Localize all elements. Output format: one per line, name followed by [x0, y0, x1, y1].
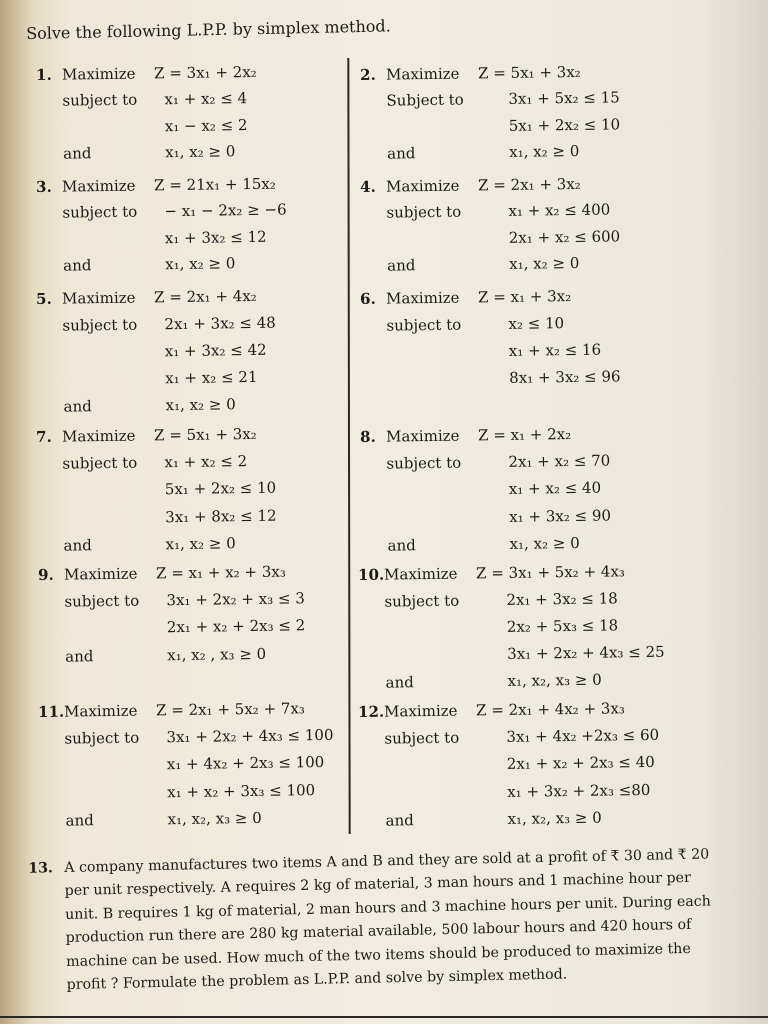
non-negativity: x₁, x₂ ≥ 0	[509, 142, 580, 162]
constraint: x₁ − x₂ ≤ 2	[164, 115, 248, 136]
maximize-label: Maximize	[61, 426, 136, 446]
non-negativity: x₁, x₂, x₃ ≥ 0	[167, 808, 262, 828]
maximize-label: Maximize	[385, 176, 460, 196]
constraint: x₂ ≤ 10	[508, 314, 565, 333]
non-negativity: x₁, x₂ ≥ 0	[509, 533, 580, 553]
and-label: and	[63, 256, 92, 275]
bottom-rule	[0, 1016, 768, 1018]
and-label: and	[385, 673, 414, 692]
problem-number: 5.	[35, 289, 52, 308]
constraint: 5x₁ + 2x₂ ≤ 10	[508, 115, 621, 135]
constraint: x₁ + x₂ ≤ 400	[508, 200, 611, 221]
problem-number: 10.	[357, 565, 385, 584]
constraint: x₁ + x₂ + 3x₃ ≤ 100	[167, 780, 316, 801]
constraint: 2x₁ + x₂ + 2x₃ ≤ 2	[166, 616, 306, 637]
subject-to-label: subject to	[384, 591, 460, 611]
maximize-label: Maximize	[385, 426, 460, 446]
non-negativity: x₁, x₂ ≥ 0	[165, 142, 236, 162]
non-negativity: x₁, x₂ , x₃ ≥ 0	[167, 644, 267, 664]
subject-to-label: subject to	[64, 728, 140, 748]
problem-4	[360, 176, 671, 286]
problem-8	[360, 426, 672, 566]
constraint: 2x₁ + 3x₂ ≤ 18	[506, 589, 618, 609]
non-negativity: x₁, x₂, x₃ ≥ 0	[507, 670, 602, 690]
maximize-label: Maximize	[61, 176, 136, 196]
page-heading: Solve the following L.P.P. by simplex method.	[26, 16, 391, 43]
constraint: x₁ + x₂ ≤ 4	[164, 89, 248, 109]
constraint: x₁ + 3x₂ + 2x₃ ≤80	[507, 780, 651, 801]
constraint: 3x₁ + 2x₂ + 4x₃ ≤ 100	[166, 726, 334, 747]
problem-7	[36, 426, 348, 566]
problem-number: 9.	[37, 565, 54, 584]
problem-number: 7.	[35, 427, 52, 446]
subject-to-label: subject to	[386, 315, 462, 335]
word-problem-number: 13.	[28, 860, 54, 877]
constraint: − x₁ − 2x₂ ≥ −6	[164, 200, 287, 221]
objective-function: Z = 2x₁ + 5x₂ + 7x₃	[155, 699, 305, 720]
objective-function: Z = x₁ + 2x₂	[477, 425, 572, 445]
subject-to-label: subject to	[386, 202, 462, 223]
objective-function: Z = 2x₁ + 4x₂ + 3x₃	[475, 699, 625, 720]
problem-10	[358, 564, 670, 703]
problem-number: 6.	[359, 289, 376, 308]
and-label: and	[65, 646, 94, 666]
problem-number: 2.	[359, 65, 376, 84]
problem-number: 3.	[35, 177, 52, 196]
constraint: 3x₁ + 4x₂ +2x₃ ≤ 60	[506, 725, 660, 747]
subject-to-label: subject to	[62, 453, 138, 473]
and-label: and	[63, 397, 92, 416]
constraint: 8x₁ + 3x₂ ≤ 96	[509, 367, 621, 387]
problem-number: 4.	[359, 177, 376, 196]
constraint: 2x₁ + x₂ + 2x₃ ≤ 40	[506, 753, 655, 774]
and-label: and	[387, 536, 416, 555]
objective-function: Z = 3x₁ + 5x₂ + 4x₃	[475, 562, 625, 583]
problem-2	[360, 64, 671, 174]
constraint: 3x₁ + 8x₂ ≤ 12	[165, 506, 277, 526]
word-problem	[28, 843, 717, 997]
problem-12	[358, 701, 670, 841]
and-label: and	[385, 811, 414, 830]
constraint: 2x₁ + 3x₂ ≤ 48	[164, 313, 276, 334]
objective-function: Z = 21x₁ + 15x₂	[153, 174, 276, 195]
and-label: and	[387, 144, 416, 163]
constraint: x₁ + 4x₂ + 2x₃ ≤ 100	[166, 753, 325, 774]
constraint: x₁ + 3x₂ ≤ 42	[164, 340, 267, 361]
and-label: and	[65, 811, 94, 830]
objective-function: Z = 2x₁ + 4x₂	[153, 286, 257, 307]
subject-to-label: Subject to	[386, 90, 464, 111]
subject-to-label: subject to	[62, 315, 138, 335]
objective-function: Z = x₁ + x₂ + 3x₃	[155, 562, 286, 583]
maximize-label: Maximize	[61, 288, 136, 308]
subject-to-label: subject to	[64, 591, 140, 611]
non-negativity: x₁, x₂ ≥ 0	[165, 534, 236, 553]
problem-number: 1.	[35, 65, 52, 84]
maximize-label: Maximize	[383, 701, 458, 721]
problem-5	[36, 288, 348, 427]
and-label: and	[63, 144, 92, 163]
subject-to-label: subject to	[386, 453, 462, 473]
maximize-label: Maximize	[383, 564, 458, 584]
constraint: x₁ + 3x₂ ≤ 12	[164, 227, 267, 248]
word-problem-text: A company manufactures two items A and B and they are sold at a profit of ₹ 30 and ₹ 20 per unit respectively. A requires 2 kg of material, 3 man hours and 1 machine hour per unit. B requires 1 kg of material, 2 man hours and 3 machine hours per unit. During each production run there are 280 kg material available, 500 labour hours and 420 hours of machine can be used. How much of the two items should be produced to maximize the profit ? Formulate the problem as L.P.P. and solve by simplex method.	[64, 846, 711, 994]
constraint: 2x₁ + x₂ ≤ 70	[508, 451, 611, 472]
non-negativity: x₁, x₂, x₃ ≥ 0	[507, 808, 602, 828]
problem-1	[36, 64, 347, 174]
objective-function: Z = 2x₁ + 3x₂	[477, 174, 581, 195]
subject-to-label: subject to	[62, 90, 138, 111]
problem-11	[38, 701, 350, 841]
constraint: x₁ + x₂ ≤ 16	[508, 340, 602, 360]
problem-3	[36, 176, 347, 286]
non-negativity: x₁, x₂ ≥ 0	[509, 254, 580, 274]
objective-function: Z = 5x₁ + 3x₂	[477, 62, 581, 83]
constraint: 2x₂ + 5x₃ ≤ 18	[506, 616, 619, 636]
objective-function: Z = x₁ + 3x₂	[477, 287, 572, 307]
objective-function: Z = 5x₁ + 3x₂	[153, 424, 257, 445]
constraint: 3x₁ + 2x₂ + 4x₃ ≤ 25	[507, 642, 665, 663]
constraint: 3x₁ + 2x₂ + x₃ ≤ 3	[166, 589, 305, 610]
constraint: x₁ + x₂ ≤ 21	[165, 367, 258, 388]
constraint: x₁ + x₂ ≤ 40	[508, 479, 602, 499]
objective-function: Z = 3x₁ + 2x₂	[153, 62, 257, 83]
constraint: 2x₁ + x₂ ≤ 600	[508, 227, 621, 247]
constraint: x₁ + 3x₂ ≤ 90	[509, 506, 612, 526]
non-negativity: x₁, x₂ ≥ 0	[165, 254, 236, 274]
constraint: 3x₁ + 5x₂ ≤ 15	[508, 88, 620, 109]
and-label: and	[63, 536, 92, 555]
problem-number: 12.	[357, 702, 385, 721]
problem-number: 8.	[359, 427, 376, 446]
maximize-label: Maximize	[63, 701, 138, 721]
constraint: 5x₁ + 2x₂ ≤ 10	[164, 479, 277, 499]
problem-number: 11.	[37, 702, 65, 721]
problem-9	[38, 564, 349, 677]
and-label: and	[387, 256, 416, 275]
non-negativity: x₁, x₂ ≥ 0	[165, 395, 236, 415]
constraint: x₁ + x₂ ≤ 2	[164, 452, 248, 472]
maximize-label: Maximize	[63, 564, 138, 584]
maximize-label: Maximize	[385, 288, 460, 308]
maximize-label: Maximize	[61, 64, 136, 84]
maximize-label: Maximize	[385, 64, 460, 84]
subject-to-label: subject to	[384, 728, 460, 748]
subject-to-label: subject to	[62, 202, 138, 223]
